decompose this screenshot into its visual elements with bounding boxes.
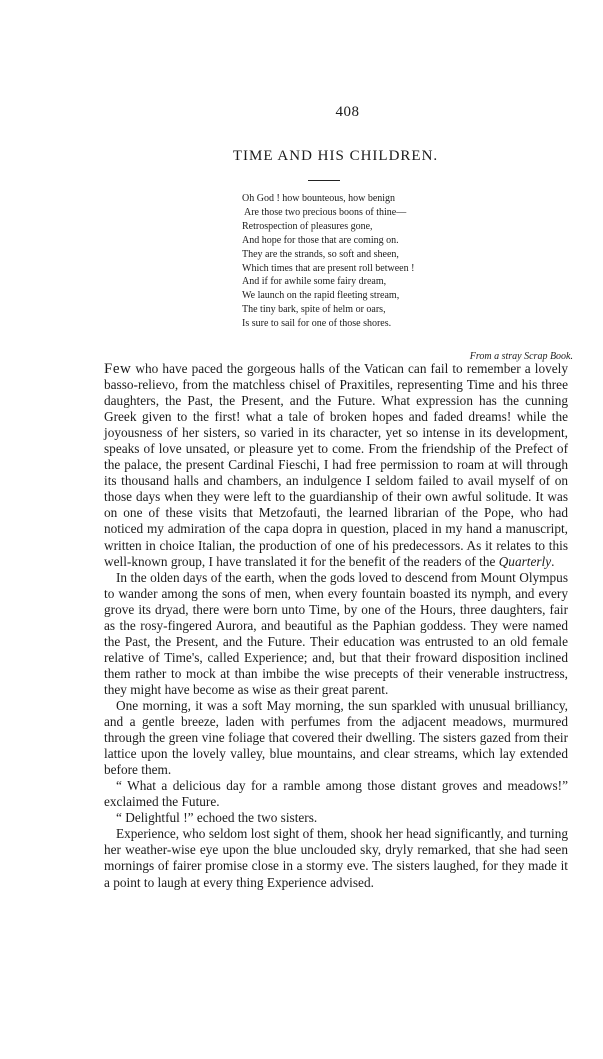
paragraph: One morning, it was a soft May morning, the sun sparkled with unusual brilliancy, and a gentle breeze, laden with perfumes from the adjacent meadows, murmured through the green vine foliage that covered their dwelling. The sisters gazed from their lattice upon the lovely valley, blue mountains, and clear streams, which lay extended before them. bbox=[104, 697, 568, 778]
opening-word: Few bbox=[104, 361, 132, 377]
chapter-title: TIME AND HIS CHILDREN. bbox=[232, 148, 439, 164]
paragraph: In the olden days of the earth, when the gods loved to descend from Mount Olympus to wander among the sons of men, when every fountain boasted its nymph, and every grove its dryad, there were born unto Time, by one of the Hours, three daughters, fair as the rosy-fingered Aurora, and beautiful as the Paphian goddess. They were named the Past, the Present, and the Future. Their education was entrusted to an old female relative of Time's, called Experience; and, but that their froward disposition inclined them rather to mock at than imbibe the wise precepts of their venerable instructress, they might have become as wise as their great parent. bbox=[104, 569, 568, 697]
publication-name: Quarterly bbox=[498, 553, 552, 569]
poem-line: Retrospection of pleasures gone, bbox=[242, 220, 373, 232]
paragraph: Experience, who seldom lost sight of them, shook her head significantly, and turning her weather-wise eye upon the blue unclouded sky, dryly remarked, that she had seen mornings of fairer promise close in a stormy eve. The sisters laughed, for they made it a point to laugh at every thing Experience advised. bbox=[104, 826, 568, 890]
poem-line: And hope for those that are coming on. bbox=[242, 234, 399, 246]
epigraph-poem bbox=[242, 192, 572, 331]
poem-line: Is sure to sail for one of those shores. bbox=[242, 318, 392, 330]
poem-line: We launch on the rapid fleeting stream, bbox=[242, 290, 400, 302]
paragraph-text: who have paced the gorgeous halls of the Vatican can fail to remember a lovely basso-relievo, from the matchless chisel of Praxitiles, representing Time and his three daughters, the Past, the Present, and the Future. What expression has the cunning Greek given to the first! what a tale of broken hopes and faded dreams! while the joyousness of her sisters, so varied in its character, yet so intense in its development, speaks of love unsated, or pleasure yet to come. From the friendship of the Prefect of the palace, the present Cardinal Fieschi, I had free permission to roam at will through its thousand halls and chambers, an indulgence I seldom failed to avail myself of on those days when they were left to the guardianship of their own awful solitude. It was on one of these visits that Metzofauti, the learned librarian of the Pope, who had noticed my admiration of the capa dopra in question, placed in my hand a manuscript, written in choice Italian, the production of one of his predecessors. As it relates to this well-known group, I have translated it for the benefit of the readers of the bbox=[104, 361, 568, 569]
paragraph-end: . bbox=[551, 553, 555, 569]
poem-line: They are the strands, so soft and sheen, bbox=[242, 248, 399, 260]
paragraph: “ Delightful !” echoed the two sisters. bbox=[116, 810, 318, 826]
paragraph: “ What a delicious day for a ramble among those distant groves and meadows!” exclaimed the Future. bbox=[104, 778, 568, 810]
poem-line: Which times that are present roll between ! bbox=[242, 262, 415, 274]
poem-line: Are those two precious boons of thine— bbox=[244, 206, 407, 218]
poem-line: And if for awhile some fairy dream, bbox=[242, 276, 387, 288]
epigraph-source: From a stray Scrap Book. bbox=[469, 351, 573, 362]
paragraph bbox=[104, 361, 568, 570]
page-number: 408 bbox=[335, 104, 360, 120]
article-body bbox=[104, 361, 568, 891]
poem-line: The tiny bark, spite of helm or oars, bbox=[242, 304, 386, 316]
title-divider bbox=[308, 180, 340, 181]
poem-line: Oh God ! how bounteous, how benign bbox=[242, 193, 396, 204]
